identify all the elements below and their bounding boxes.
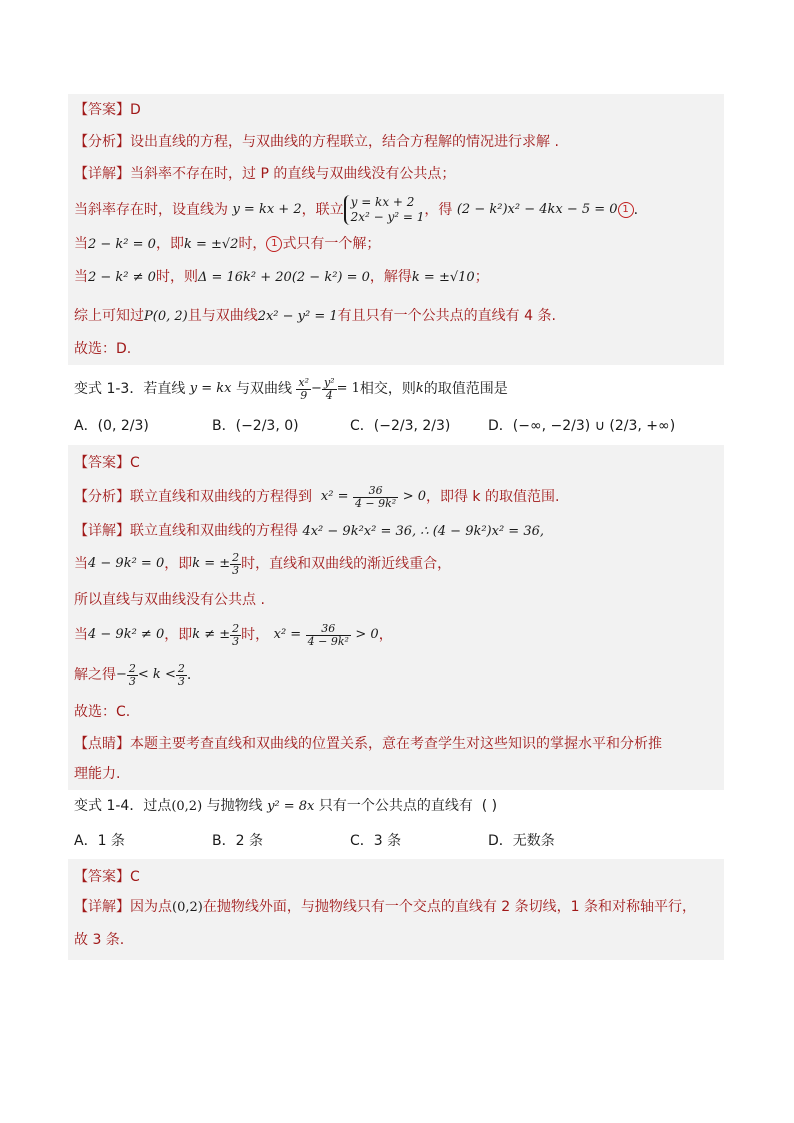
fraction-36 [306, 623, 351, 648]
detail-text-2a: 当斜率存在时，设直线为 [74, 202, 228, 218]
detail-text-4a: 当 [74, 269, 88, 285]
equation-system [344, 195, 425, 225]
choose-line [74, 702, 718, 722]
question-mid: 与抛物线 [206, 798, 263, 814]
choose-text: 故选：D. [74, 341, 132, 357]
point-text-2: 理能力. [74, 766, 121, 782]
minus-sign: − [311, 381, 322, 396]
detail-text-1a: 联立直线和双曲线的方程得 [130, 523, 298, 539]
answer-value: C [130, 455, 140, 471]
summary-line [74, 306, 718, 327]
detail-text-3: 所以直线与双曲线没有公共点 . [74, 592, 265, 608]
detail-tag: 【详解】 [74, 523, 130, 539]
document-page [68, 94, 724, 960]
point-line-1 [74, 734, 718, 754]
detail-text-2c: ，得 [424, 202, 453, 218]
circled-one-icon: 1 [618, 202, 634, 218]
detail-text-4b: ，即 [164, 627, 193, 643]
frac-den: 3 [128, 674, 136, 688]
answer-blank: ( ) [481, 798, 498, 814]
question-eq: y = kx [189, 381, 232, 396]
frac-num: x² [298, 375, 310, 389]
detail-eq-2b: k = ± [192, 556, 231, 571]
frac-den: 4 − 9k² [354, 496, 397, 510]
analysis-text-a: 联立直线和双曲线的方程得到 [130, 489, 312, 505]
summary-text-b: 且与双曲线 [187, 308, 258, 324]
summary-text-a: 综上可知过 [74, 308, 144, 324]
option-b[interactable]: B．(−2/3, 0) [212, 418, 299, 434]
question-mid: 与双曲线 [235, 381, 292, 397]
detail-line-1 [74, 521, 718, 542]
detail-text-4a: 当 [74, 627, 88, 643]
frac-den: 3 [232, 563, 240, 577]
analysis-line [74, 132, 718, 152]
point-line-2 [74, 764, 718, 784]
question-suffix: 相交，则 [359, 381, 416, 397]
frac-num: 36 [353, 485, 398, 498]
detail-text-2c: 时，直线和双曲线的渐近线重合， [241, 556, 452, 572]
answer-tag: 【答案】 [74, 869, 130, 885]
frac-num: 2 [232, 621, 240, 635]
detail-text-4d: ； [474, 269, 489, 285]
option-d[interactable]: D．无数条 [488, 833, 555, 849]
options-1-3 [68, 411, 724, 441]
fraction-2-3 [127, 663, 138, 688]
analysis-text-b: ，即得 k 的取值范围. [425, 489, 560, 505]
detail-eq-4d: > 0 [355, 627, 379, 642]
summary-point: P(0, 2) [144, 309, 188, 324]
detail-line-5 [74, 658, 718, 692]
frac-den: 4 − 9k² [307, 634, 349, 648]
detail-point: (0,2) [172, 900, 203, 915]
detail-eq-1: 4x² − 9k²x² = 36, ∴ (4 − 9k²)x² = 36, [302, 524, 545, 539]
fraction-36 [353, 485, 398, 510]
point-text-1: 本题主要考查直线和双曲线的位置关系，意在考查学生对这些知识的掌握水平和分析推 [130, 736, 662, 752]
detail-text-4c: ，解得 [369, 269, 412, 285]
option-d[interactable]: D．(−∞, −2/3) ∪ (2/3, +∞) [488, 418, 676, 434]
detail-tag: 【详解】 [74, 166, 130, 182]
option-a[interactable]: A．(0, 2/3) [74, 418, 149, 434]
option-c[interactable]: C．3 条 [350, 833, 402, 849]
detail-eq-4c: x² = [273, 627, 302, 642]
solution-block-3 [68, 859, 724, 960]
detail-text-1b: 在抛物线外面，与抛物线只有一个交点的直线有 2 条切线，1 条和对称轴平行， [202, 899, 696, 915]
detail-text-3a: 当 [74, 236, 88, 252]
detail-text-2a: 当 [74, 556, 88, 572]
fraction-x2-9 [296, 377, 311, 402]
detail-text-1: 当斜率不存在时，过 P 的直线与双曲线没有公共点； [130, 166, 456, 182]
detail-text-2b: ，联立 [301, 202, 344, 218]
answer-value: D [130, 102, 141, 118]
answer-line [74, 100, 718, 120]
frac-num: y² [323, 375, 335, 389]
detail-text-5a: 解之得 [74, 667, 116, 683]
fraction-2-3 [230, 623, 241, 648]
question-prefix: 变式 1-3．若直线 [74, 381, 186, 397]
frac-den: 4 [325, 388, 333, 402]
detail-eq-4b: k ≠ ± [192, 627, 231, 642]
question-point: (0,2) [171, 799, 203, 814]
options-1-4 [68, 831, 724, 851]
detail-text-3b: ，即 [155, 236, 184, 252]
detail-eq-5b: < k < [137, 667, 176, 682]
period: . [186, 667, 192, 683]
solution-block-1 [68, 94, 724, 365]
detail-eq-4c: k = ±√10 [411, 270, 475, 285]
question-eq: y² = 8x [267, 799, 315, 814]
detail-text-4d: ， [378, 627, 393, 643]
question-suffix: 只有一个公共点的直线有 [318, 798, 473, 814]
detail-eq-4: 2 − k² ≠ 0 [88, 270, 156, 285]
system-eq-1: y = kx + 2 [350, 195, 415, 209]
detail-line-2 [74, 192, 718, 228]
analysis-tag: 【分析】 [74, 134, 130, 150]
summary-text-c: 有且只有一个公共点的直线有 4 条. [337, 308, 556, 324]
detail-text-2: 故 3 条. [74, 932, 125, 948]
question-1-4 [68, 796, 724, 817]
frac-num: 2 [128, 661, 136, 675]
detail-eq-3: 2 − k² = 0 [88, 237, 156, 252]
frac-den: 3 [232, 634, 240, 648]
option-a[interactable]: A．1 条 [74, 833, 125, 849]
analysis-line [74, 481, 718, 513]
analysis-eq2: > 0 [402, 489, 426, 504]
fraction-2-3 [230, 552, 241, 577]
detail-text-3c: 时， [238, 236, 267, 252]
frac-num: 2 [177, 661, 185, 675]
answer-tag: 【答案】 [74, 455, 130, 471]
circled-one-icon: 1 [266, 236, 282, 252]
detail-eq-2: 4 − 9k² = 0 [88, 556, 165, 571]
equals-one: = 1 [336, 381, 360, 396]
choose-text: 故选：C. [74, 704, 131, 720]
detail-text-4b: 时，则 [155, 269, 198, 285]
detail-line-4 [74, 618, 718, 652]
detail-line-1 [74, 897, 718, 918]
detail-text-2b: ，即 [164, 556, 193, 572]
detail-line-4 [74, 267, 718, 288]
detail-line-2 [74, 930, 718, 950]
answer-line [74, 453, 718, 473]
variable-k: k [415, 381, 424, 396]
frac-num: 2 [232, 550, 240, 564]
option-b[interactable]: B．2 条 [212, 833, 263, 849]
detail-eq-4b: Δ = 16k² + 20(2 − k²) = 0 [197, 270, 370, 285]
detail-eq-3b: k = ±√2 [183, 237, 239, 252]
point-tag: 【点睛】 [74, 736, 130, 752]
frac-den: 9 [300, 388, 308, 402]
line-equation: y = kx + 2 [232, 202, 302, 217]
question-prefix: 变式 1-4．过点 [74, 798, 172, 814]
detail-line-3 [74, 234, 718, 255]
analysis-text: 设出直线的方程，与双曲线的方程联立，结合方程解的情况进行求解 . [130, 134, 559, 150]
detail-eq-5: − [116, 667, 127, 682]
frac-num: 36 [306, 623, 351, 636]
quadratic-equation: (2 − k²)x² − 4kx − 5 = 0 [456, 202, 618, 217]
period: . [633, 202, 639, 218]
solution-block-2 [68, 445, 724, 790]
summary-eq: 2x² − y² = 1 [257, 309, 338, 324]
analysis-eq: x² = [320, 489, 349, 504]
option-c[interactable]: C．(−2/3, 2/3) [350, 418, 451, 434]
frac-den: 3 [177, 674, 185, 688]
detail-tag: 【详解】 [74, 899, 130, 915]
answer-tag: 【答案】 [74, 102, 130, 118]
detail-text-3d: 式只有一个解； [282, 236, 381, 252]
detail-text-1a: 因为点 [130, 899, 172, 915]
fraction-y2-4 [322, 377, 337, 402]
question-suffix2: 的取值范围是 [423, 381, 508, 397]
question-1-3 [68, 375, 724, 403]
answer-value: C [130, 869, 140, 885]
detail-text-4c: 时， [241, 627, 270, 643]
fraction-2-3 [176, 663, 187, 688]
detail-line-3 [74, 590, 718, 610]
analysis-tag: 【分析】 [74, 489, 130, 505]
choose-line [74, 339, 718, 359]
detail-line-1 [74, 164, 718, 184]
detail-line-2 [74, 548, 718, 580]
system-eq-2: 2x² − y² = 1 [350, 210, 425, 224]
answer-line [74, 867, 718, 887]
detail-eq-4: 4 − 9k² ≠ 0 [88, 627, 165, 642]
